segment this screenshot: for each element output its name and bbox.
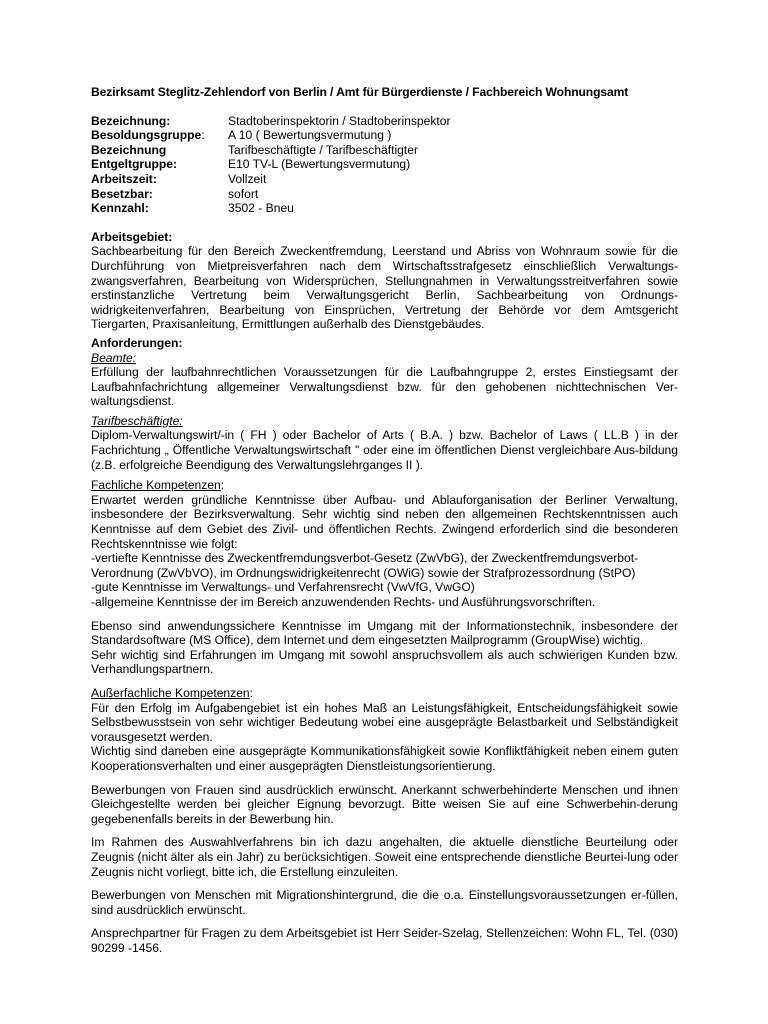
ausserfachliche-label-colon: : (249, 685, 254, 700)
field-key: Arbeitszeit: (91, 171, 157, 186)
fachliche-label-line (91, 478, 678, 493)
document-title: Bezirksamt Steglitz-Zehlendorf von Berlin / Amt für Bürgerdienste / Fachbereich Wohnungsamt (91, 85, 629, 99)
ausserfachliche-label: Außerfachliche Kompetenzen (91, 685, 250, 700)
arbeitsgebiet-text: Sachbearbeitung für den Bereich Zweckentfremdung, Leerstand und Abriss von Wohnraum sowie für die Durchführung von Mietpreisverfahren nach dem Wirtschaftsstrafgesetz einschließlich Verwaltungs-zwangsverfahren, Bearbeitung von Widersprüchen, Stellungnahmen in Verwaltungsstreitverfahren sowie erstinstanzliche Vertretung beim Verwaltungsgericht Berlin, Sachbearbeitung von Ordnungs-widrigkeitenverfahren, Bearbeitung von Einsprüchen, Vertretung der Behörde vor dem Amtsgericht Tiergarten, Praxisanleitung, Ermittlungen außerhalb des Dienstgebäudes. (91, 244, 678, 332)
ausserfachliche-text-2: Wichtig sind daneben eine ausgeprägte Kommunikationsfähigkeit sowie Konfliktfähigkeit neben einem guten Kooperationsverhalten und einer ausgeprägten Dienstleistungsorientierung. (91, 744, 678, 773)
fachliche-intro: Erwartet werden gründliche Kenntnisse über Aufbau- und Ablauforganisation der Berliner Verwaltung, insbesondere der Bezirksverwaltung. Sehr wichtig sind neben den allgemeinen Rechtskenntnissen auch Kenntnisse auf dem Gebiet des Zivil- und öffentlichen Rechts. Zwingend erforderlich sind die besonderen Rechtskenntnisse wie folgt: (91, 492, 678, 551)
field-row (91, 157, 451, 172)
field-row (91, 187, 451, 202)
field-value: Tarifbeschäftigte / Tarifbeschäftigter (228, 142, 419, 157)
field-row (91, 143, 451, 158)
ansprechpartner-text: Ansprechpartner für Fragen zu dem Arbeitsgebiet ist Herr Seider-Szelag, Stellenzeichen: Wohn FL, Tel. (030) 90299 -1456. (91, 926, 678, 955)
job-posting (91, 85, 678, 955)
field-key-colon: : (201, 128, 205, 143)
arbeitsgebiet-heading: Arbeitsgebiet: (91, 229, 173, 244)
beamte-text: Erfüllung der laufbahnrechtlichen Voraussetzungen für die Laufbahngruppe 2, erstes Einstiegsamt der Laufbahnfachrichtung allgemeiner Verwaltungsdienst bzw. für den gehobenen nichttechnischen Ver-waltungsdienst. (91, 365, 678, 409)
anforderungen-heading: Anforderungen: (91, 335, 183, 350)
field-key: Kennzahl: (91, 201, 149, 216)
field-value: 3502 - Bneu (228, 201, 294, 216)
field-value: sofort (228, 186, 259, 201)
field-value: E10 TV-L (Bewertungsvermutung) (228, 157, 411, 172)
fachliche-item: -allgemeine Kenntnisse der im Bereich anzuwendenden Rechts- und Ausführungsvorschriften. (91, 595, 596, 609)
tarif-label: Tarifbeschäftigte: (91, 413, 183, 428)
field-row (91, 201, 451, 216)
field-row (91, 128, 451, 143)
field-key: Entgeltgruppe: (91, 157, 177, 172)
field-row (91, 114, 451, 129)
fachliche-label: Fachliche Kompetenzen (91, 478, 221, 493)
field-key: Bezeichnung (91, 142, 167, 157)
fachliche-label-colon: : (220, 478, 225, 493)
fachliche-item: -vertiefte Kenntnisse des Zweckentfremdungsverbot-Gesetz (ZwVbG), der Zweckentfremdungsverbot- (91, 551, 639, 566)
beamte-label: Beamte: (91, 350, 137, 365)
field-key (91, 128, 228, 143)
auswahlverfahren-text: Im Rahmen des Auswahlverfahrens bin ich dazu angehalten, die aktuelle dienstliche Beurteilung oder Zeugnis (nicht älter als ein Jahr) zu berücksichtigen. Soweit eine entsprechende dienstliche Beurtei-lung oder Zeugnis nicht vorliegt, bitte ich, die Erstellung einzuleiten. (91, 835, 678, 879)
field-row (91, 172, 451, 187)
field-key-text: Besoldungsgruppe (91, 128, 202, 143)
migration-text: Bewerbungen von Menschen mit Migrationshintergrund, die die o.a. Einstellungsvoraussetzungen er-füllen, sind ausdrücklich erwünscht. (91, 888, 678, 917)
field-key: Besetzbar: (91, 186, 153, 201)
field-value: A 10 ( Bewertungsvermutung ) (228, 128, 392, 143)
fachliche-item: Verordnung (ZwVbVO), im Ordnungswidrigkeitenrecht (OWiG) sowie der Strafprozessordnung (StPO) (91, 565, 636, 580)
field-value: Stadtoberinspektorin / Stadtoberinspektor (228, 113, 451, 128)
ausserfachliche-text-1: Für den Erfolg im Aufgabengebiet ist ein hohes Maß an Leistungsfähigkeit, Entscheidungsfähigkeit sowie Selbstbewusstsein von sehr wichtiger Bedeutung wobei eine ausgeprägte Belastbarkeit und Selbständigkeit vorausgesetzt werden. (91, 700, 678, 744)
it-skills-text: Ebenso sind anwendungssichere Kenntnisse im Umgang mit der Informationstechnik, insbesondere der Standardsoftware (MS Office), dem Internet und dem eingesetzten Mailprogramm (GroupWise) wichtig. (91, 618, 678, 648)
position-details-table (91, 114, 451, 216)
fachliche-item: -gute Kenntnisse im Verwaltungs- und Verfahrensrecht (VwVfG, VwGO) (91, 580, 475, 595)
field-value: Vollzeit (228, 171, 267, 186)
bewerbungen-frauen-text: Bewerbungen von Frauen sind ausdrücklich erwünscht. Anerkannt schwerbehinderte Menschen und ihnen Gleichgestellte werden bei gleicher Eignung bevorzugt. Bitte weisen Sie auf eine Schwerbehin-derung gegebenenfalls bereits in der Bewerbung hin. (91, 782, 678, 826)
tarif-text: Diplom-Verwaltungswirt/-in ( FH ) oder Bachelor of Arts ( B.A. ) bzw. Bachelor of Laws ( LL.B ) in der Fachrichtung „ Öffentliche Verwaltungswirtschaft " oder eine im öffentlichen Dienst vergleichbare Aus-bildung (z.B. erfolgreiche Beendigung des Verwaltungslehrganges II ). (91, 428, 678, 472)
experience-text: Sehr wichtig sind Erfahrungen im Umgang mit sowohl anspruchsvollem als auch schwierigen Kunden bzw. Verhandlungspartnern. (91, 647, 678, 677)
ausserfachliche-label-line (91, 686, 678, 701)
field-key: Bezeichnung: (91, 113, 171, 128)
